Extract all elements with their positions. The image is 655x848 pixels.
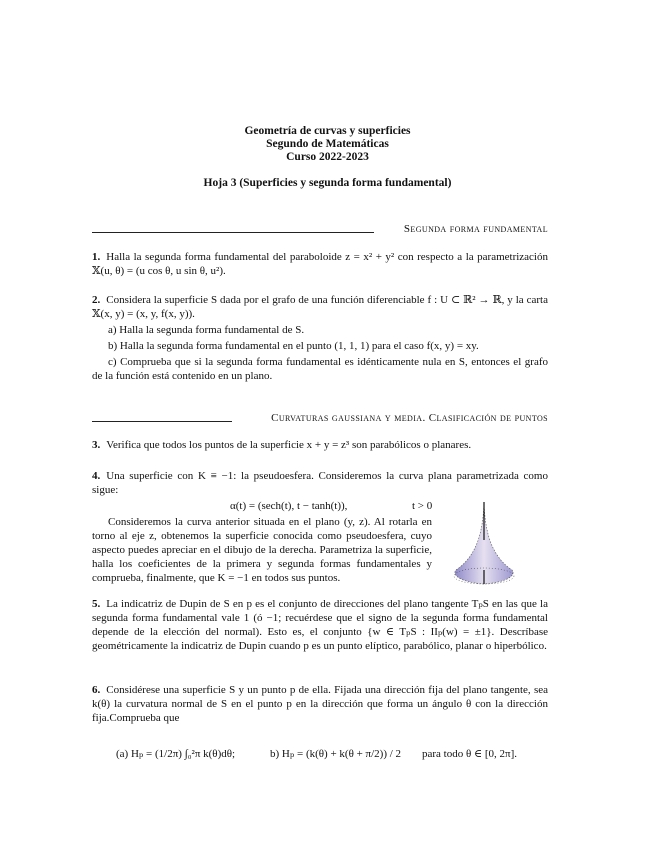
section-header-2: [92, 411, 548, 425]
part-c: c) Comprueba que si la segunda forma fundamental es idénticamente nula en S, entonces el grafo de la función está contenido en un plano.: [92, 356, 548, 382]
problem-number: 3.: [92, 439, 101, 451]
section-rule: [92, 232, 374, 233]
curve-condition: t > 0: [412, 500, 433, 512]
problem-text: Una superficie con K ≡ −1: la pseudoesfera. Consideremos la curva plana parametrizada como sigue:: [92, 470, 548, 496]
section-rule: [92, 421, 232, 422]
problem-text: La indicatriz de Dupin de S en p es el conjunto de direcciones del plano tangente TₚS en las que la segunda forma fundamental vale 1 (ó −1; recuérdese que el signo de la segunda forma fundamental depende de la elección del normal). Esto es, el conjunto {w ∈ TₚS : IIₚ(w) = ±1}. Descríbase geométricamente la indicatriz de Dupin cuando p es un punto elíptico, parabólico, planar o hiperbólico.: [92, 598, 548, 652]
problem-body: Consideremos la curva anterior situada en el plano (y, z). Al rotarla en torno al eje z, obtenemos la superficie conocida como pseudoesfera, cuyo aspecto puedes apreciar en el dibujo de la derecha. Parametriza la superficie, halla los coeficientes de la primera y segunda formas fundamentales y comprueba, finalmente, que K = −1 en todos sus puntos.: [92, 516, 432, 584]
term: Curso 2022-2023: [286, 151, 369, 163]
problem-number: 2.: [92, 294, 101, 306]
sheet-title: Hoja 3 (Superficies y segunda forma fundamental): [203, 177, 452, 189]
part-b: b) Halla la segunda forma fundamental en el punto (1, 1, 1) para el caso f(x, y) = xy.: [108, 340, 479, 352]
problem-3: [92, 438, 548, 452]
problem-number: 5.: [92, 598, 101, 610]
problem-text: Considérese una superficie S y un punto p de ella. Fijada una dirección fija del plano tangente, sea k(θ) la curvatura normal de S en el punto p en la dirección que forma un ángulo θ con la dirección fija.Comprueba que: [92, 684, 548, 724]
year-level: Segundo de Matemáticas: [266, 138, 389, 150]
problem-5: [92, 597, 548, 653]
formula-tail: para todo θ ∈ [0, 2π].: [422, 748, 518, 760]
problem-text: Halla la segunda forma fundamental del paraboloide z = x² + y² con respecto a la parametrización 𝕏(u, θ) = (u cos θ, u sin θ, u²).: [92, 251, 548, 277]
course-title: Geometría de curvas y superficies: [244, 125, 411, 137]
problem-6: [92, 683, 548, 775]
formula-row: [92, 735, 548, 775]
pseudosphere-image: [448, 500, 520, 588]
problem-2: [92, 293, 548, 383]
problem-1: [92, 250, 548, 278]
problem-text: Considera la superficie S dada por el grafo de una función diferenciable f : U ⊂ ℝ² → ℝ, y la carta 𝕏(x, y) = (x, y, f(x, y)).: [92, 294, 548, 320]
formula-b: b) Hₚ = (k(θ) + k(θ + π/2)) / 2: [270, 748, 402, 760]
curve-formula: α(t) = (sech(t), t − tanh(t)),: [230, 500, 348, 512]
problem-text: Verifica que todos los puntos de la superficie x + y = z³ son parabólicos o planares.: [106, 439, 472, 451]
problem-number: 1.: [92, 251, 101, 263]
section-title: Segunda forma fundamental: [403, 223, 548, 235]
problem-number: 4.: [92, 470, 101, 482]
formula-a: (a) Hₚ = (1/2π) ∫₀²π k(θ)dθ;: [116, 748, 236, 760]
part-a: a) Halla la segunda forma fundamental de S.: [108, 324, 305, 336]
section-title: Curvaturas gaussiana y media. Clasificación de puntos: [271, 412, 548, 424]
section-header-1: [92, 222, 548, 236]
problem-number: 6.: [92, 684, 101, 696]
